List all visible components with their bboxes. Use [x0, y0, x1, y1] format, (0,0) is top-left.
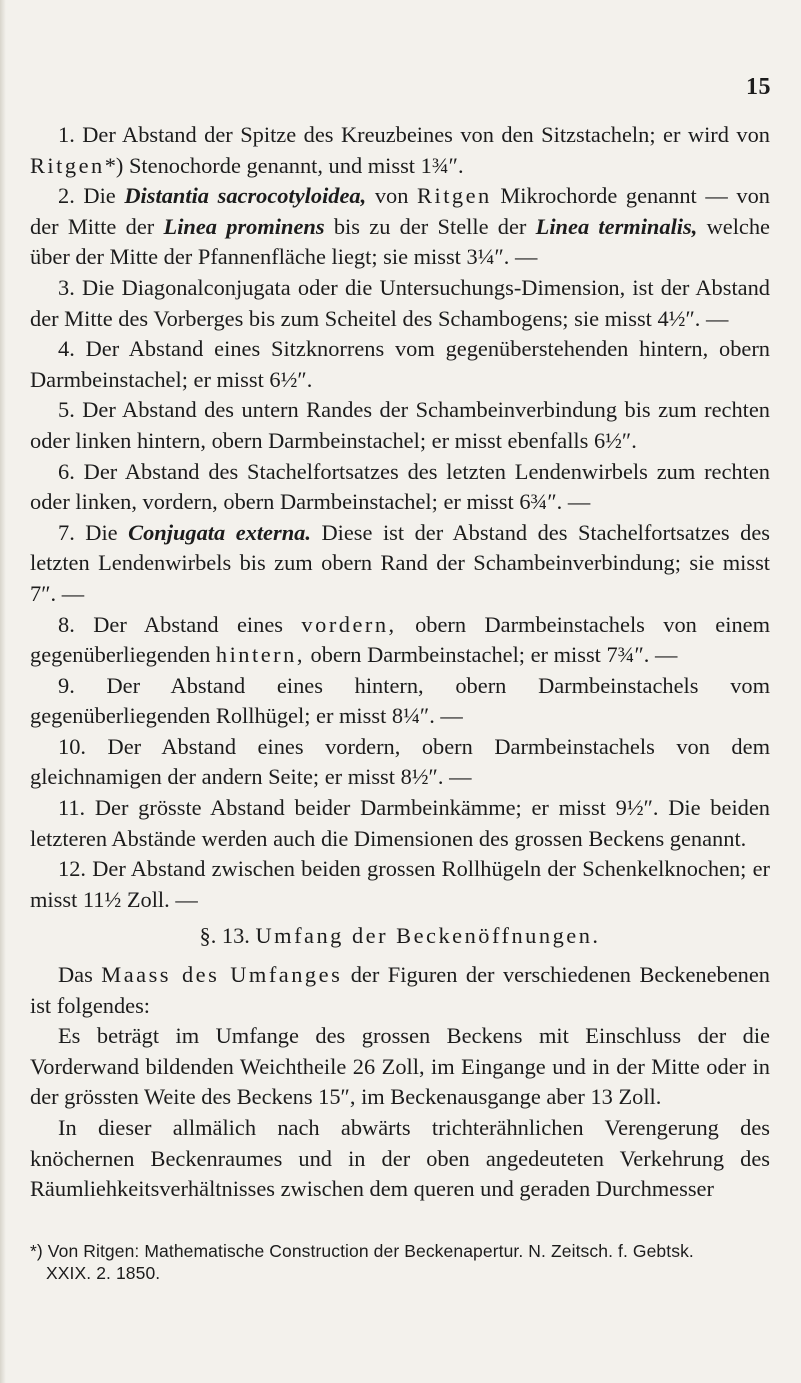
text-segment: Diese ist der Abstand des Stachelfortsatzes des letzten Lendenwirbels bis zum obern Rand der Schambeinverbindung; sie misst 7″. —	[30, 519, 770, 606]
text-segment: In dieser allmälich nach abwärts trichterähnlichen Verengerung des knöchernen Beckenraumes und in der oben angedeuteten Verkehrung des Räumliehkeitsverhältnisses zwischen dem queren und geraden Durchmesser	[30, 1115, 770, 1202]
text-segment: welche über der Mitte der Pfannenfläche liegt; sie misst 3¼″. —	[30, 213, 771, 270]
section-number: §. 13.	[199, 923, 256, 949]
paragraph-p7	[30, 518, 770, 610]
paragraph-p4	[30, 334, 770, 395]
text-segment: Ritgen	[417, 183, 492, 209]
paragraph-p12	[30, 854, 770, 915]
paragraph-p15	[30, 1113, 770, 1205]
text-segment: obern Darmbeinstachels von einem gegenüberliegenden	[30, 611, 770, 668]
text-segment: Das	[58, 962, 102, 988]
text-segment: 10. Der Abstand eines vordern, obern Darmbeinstachels von dem gleichnamigen der andern Seite; er misst 8½″. —	[30, 733, 770, 790]
page-edge-shadow	[0, 0, 6, 1383]
paragraph-p6	[30, 457, 770, 518]
text-segment: *) Stenochorde genannt, und misst 1¾″.	[104, 152, 464, 178]
paragraph-p9	[30, 671, 770, 732]
paragraph-p1	[30, 120, 770, 181]
text-segment: 2. Die	[58, 183, 125, 209]
paragraph-p14	[30, 1021, 770, 1113]
text-segment: 7. Die	[58, 519, 129, 545]
footnote-line-1: *) Von Ritgen: Mathematische Construction der Beckenapertur. N. Zeitsch. f. Gebtsk.	[30, 1241, 694, 1261]
text-segment: Conjugata externa.	[128, 519, 311, 545]
text-segment: Maass des Umfanges	[101, 962, 343, 988]
text-segment: Es beträgt im Umfange des grossen Beckens mit Einschluss der die Vorderwand bildenden Weichtheile 26 Zoll, im Eingange und in der Mitte oder in der grössten Weite des Beckens 15″, im Beckenausgange aber 13 Zoll.	[30, 1023, 770, 1110]
page-number: 15	[746, 74, 771, 100]
text-segment: 11. Der grösste Abstand beider Darmbeinkämme; er misst 9½″. Die beiden letzteren Abstände werden auch die Dimensionen des grossen Beckens genannt.	[30, 795, 770, 851]
text-segment: hintern,	[215, 642, 305, 668]
paragraph-p2	[30, 181, 770, 273]
text-segment: Mikrochorde genannt — von der Mitte der	[30, 183, 770, 239]
text-segment: Linea terminalis,	[535, 213, 698, 239]
footnote	[30, 1240, 770, 1284]
text-segment: 5. Der Abstand des untern Randes der Schambeinverbindung bis zum rechten oder linken hintern, obern Darmbeinstachel; er misst ebenfalls 6½″.	[30, 397, 770, 453]
measurement-list	[30, 120, 770, 915]
section-heading	[30, 921, 770, 952]
section-title: Umfang der Beckenöffnungen.	[255, 923, 601, 949]
section-text	[30, 960, 770, 1205]
paragraph-p13	[30, 960, 770, 1021]
paragraph-p8	[30, 610, 770, 671]
text-segment: obern Darmbeinstachel; er misst 7¾″. —	[304, 642, 678, 668]
text-segment: 3. Die Diagonalconjugata oder die Untersuchungs-Dimension, ist der Abstand der Mitte des Vorberges bis zum Scheitel des Schambogens; sie misst 4½″. —	[30, 274, 770, 331]
text-segment: Ritgen	[30, 152, 105, 178]
text-segment: 4. Der Abstand eines Sitzknorrens vom gegenüberstehenden hintern, obern Darmbeinstachel; er misst 6½″.	[30, 336, 770, 392]
text-segment: 1. Der Abstand der Spitze des Kreuzbeines von den Sitzstacheln; er wird von	[58, 122, 770, 147]
text-segment: der Figuren der verschiedenen Beckenebenen ist folgendes:	[30, 962, 770, 1018]
text-segment: Distantia sacrocotyloidea,	[124, 183, 367, 209]
text-segment: von	[366, 183, 418, 209]
text-segment: 8. Der Abstand eines	[58, 611, 302, 637]
paragraph-p5	[30, 395, 770, 456]
paragraph-p11	[30, 793, 770, 854]
text-segment: vordern,	[301, 611, 397, 637]
text-segment: 6. Der Abstand des Stachelfortsatzes des letzten Lendenwirbels zum rechten oder linken, vordern, obern Darmbeinstachel; er misst 6¾″. —	[30, 458, 770, 515]
footnote-line-2: XXIX. 2. 1850.	[46, 1263, 161, 1283]
paragraph-p10	[30, 732, 770, 793]
text-segment: 9. Der Abstand eines hintern, obern Darmbeinstachels vom gegenüberliegenden Rollhügel; er misst 8¼″. —	[30, 672, 770, 729]
paragraph-p3	[30, 273, 770, 334]
text-segment: 12. Der Abstand zwischen beiden grossen Rollhügeln der Schenkelknochen; er misst 11½ Zoll. —	[30, 856, 770, 912]
text-segment: bis zu der Stelle der	[324, 213, 536, 239]
text-segment: Linea prominens	[163, 213, 325, 239]
page-body	[30, 120, 770, 1205]
